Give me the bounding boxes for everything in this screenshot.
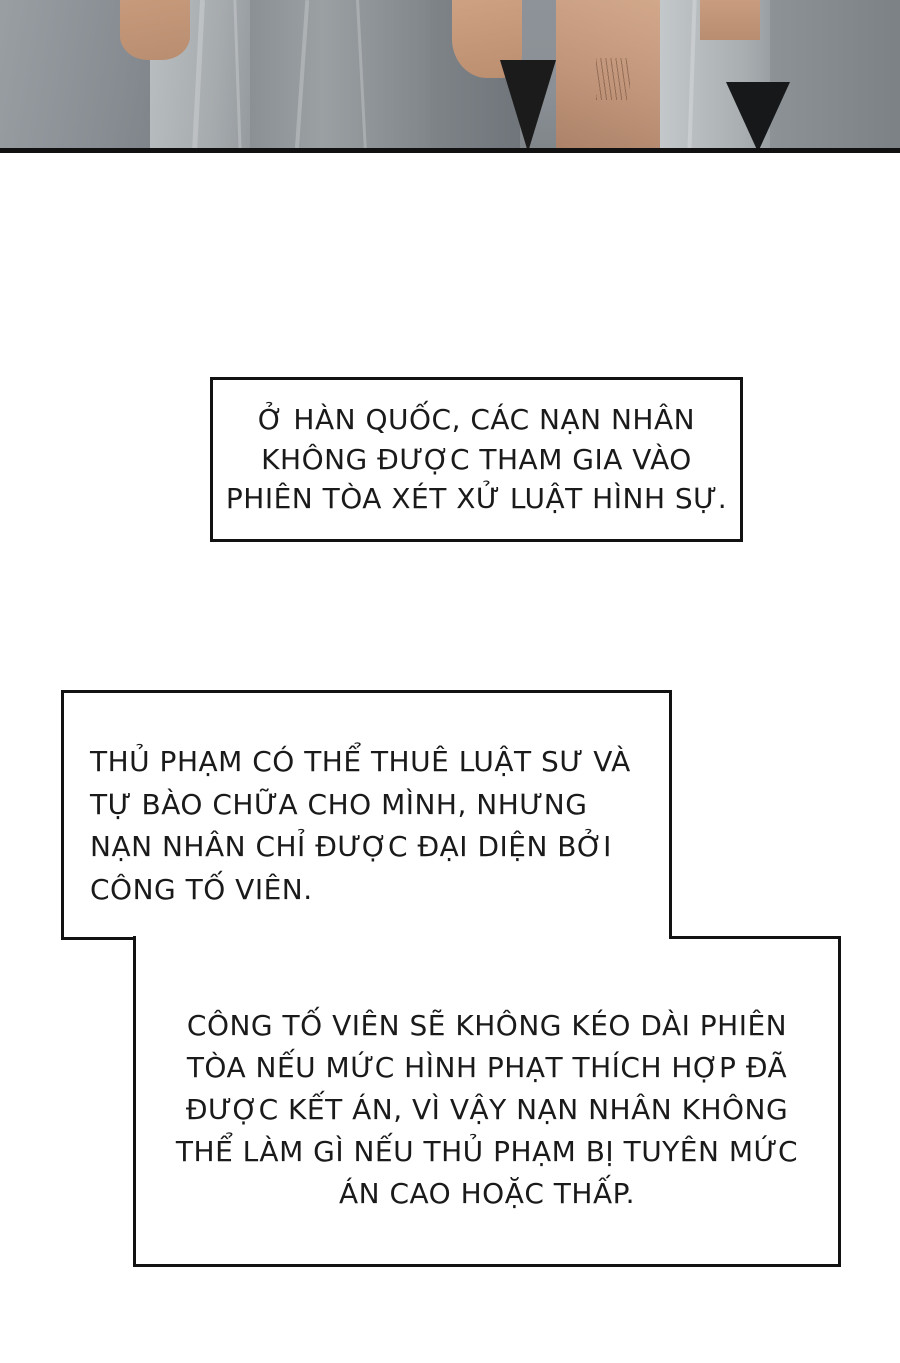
box-overlap-mask: [136, 933, 669, 939]
collar-triangle-right: [726, 82, 790, 152]
caption-box-1-text: Ở HÀN QUỐC, CÁC NẠN NHÂN KHÔNG ĐƯỢC THAM GIA VÀO PHIÊN TÒA XÉT XỬ LUẬT HÌNH SỰ.: [225, 402, 728, 516]
skin-shape-left: [120, 0, 190, 60]
caption-box-1: [210, 377, 743, 542]
garment-shape-center: [250, 0, 430, 152]
caption-box-3: [133, 936, 841, 1267]
skin-shape-far-right: [700, 0, 760, 40]
caption-box-2-text: THỦ PHẠM CÓ THỂ THUÊ LUẬT SƯ VÀ TỰ BÀO CHỮA CHO MÌNH, NHƯNG NẠN NHÂN CHỈ ĐƯỢC ĐẠI DIỆN BỞI CÔNG TỐ VIÊN.: [90, 745, 631, 906]
caption-box-2: [61, 690, 672, 940]
caption-box-3-text: CÔNG TỐ VIÊN SẼ KHÔNG KÉO DÀI PHIÊN TÒA NẾU MỨC HÌNH PHẠT THÍCH HỢP ĐÃ ĐƯỢC KẾT ÁN, VÌ VẬY NẠN NHÂN KHÔNG THỂ LÀM GÌ NẾU THỦ PHẠM BỊ TUYÊN MỨC ÁN CAO HOẶC THẤP.: [175, 1009, 799, 1210]
comic-artwork-panel: [0, 0, 900, 152]
hair-strands: [596, 58, 630, 100]
panel-bottom-border: [0, 148, 900, 153]
collar-triangle-center: [500, 60, 556, 152]
